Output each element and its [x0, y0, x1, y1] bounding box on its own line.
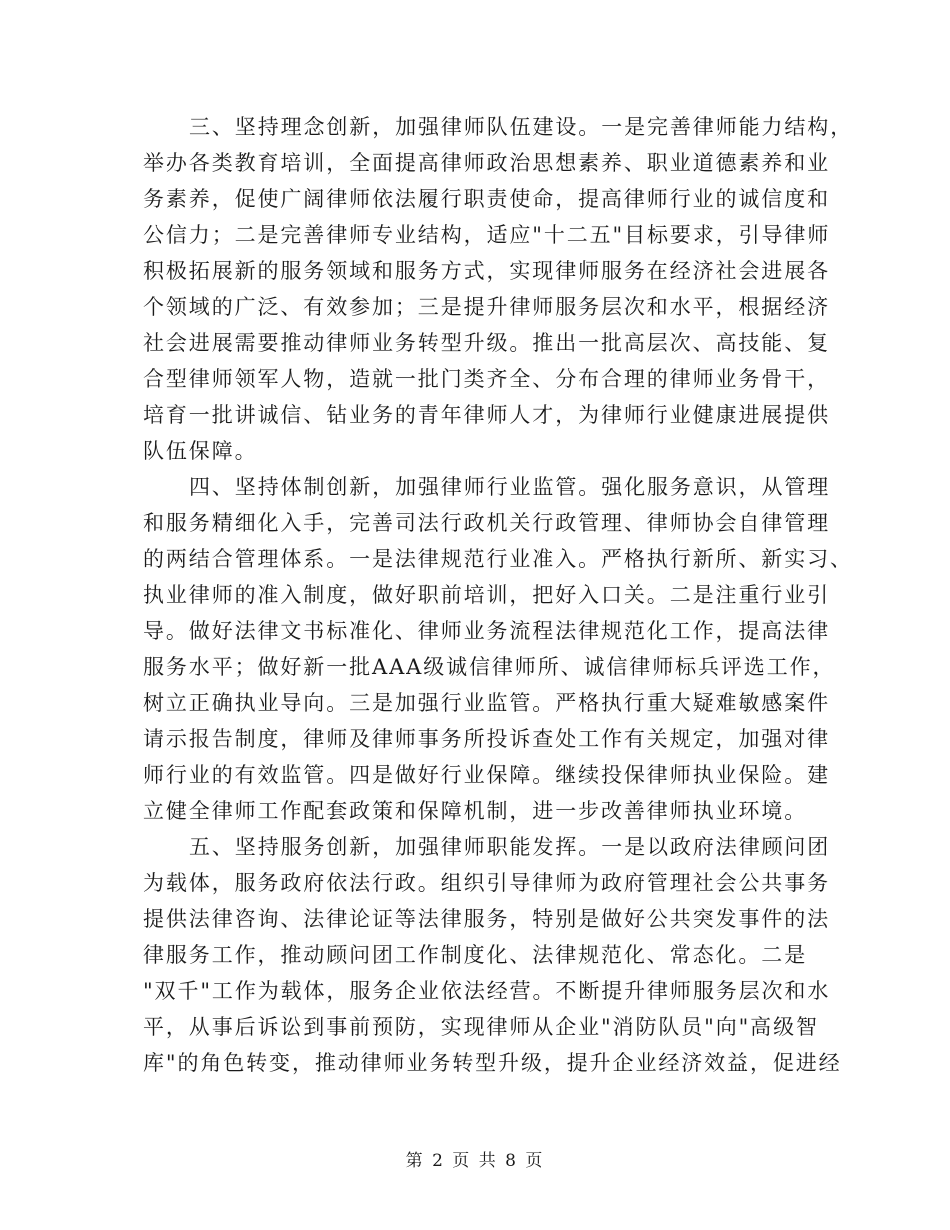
text-line: 平，从事后诉讼到事前预防，实现律师从企业"消防队员"向"高级智 — [143, 1015, 819, 1039]
text-line: 为载体，服务政府依法行政。组织引导律师为政府管理社会公共事务 — [143, 871, 830, 895]
text-line: 队伍保障。 — [143, 439, 258, 463]
text-line: 库"的角色转变，推动律师业务转型升级，提升企业经济效益，促进经 — [143, 1051, 842, 1075]
text-line: 培育一批讲诚信、钻业务的青年律师人才，为律师行业健康进展提供 — [143, 403, 830, 427]
text-line: 个领域的广泛、有效参加；三是提升律师服务层次和水平，根据经济 — [143, 295, 830, 319]
text-line: "双千"工作为载体，服务企业依法经营。不断提升律师服务层次和水 — [143, 979, 831, 1003]
text-line: 五、坚持服务创新，加强律师职能发挥。一是以政府法律顾问团 — [189, 835, 831, 859]
text-line: 四、坚持体制创新，加强律师行业监管。强化服务意识，从管理 — [189, 475, 831, 499]
text-line: 合型律师领军人物，造就一批门类齐全、分布合理的律师业务骨干， — [143, 367, 830, 391]
text-line: 社会进展需要推动律师业务转型升级。推出一批高层次、高技能、复 — [143, 331, 830, 355]
text-line: 务素养，促使广阔律师依法履行职责使命，提高律师行业的诚信度和 — [143, 187, 830, 211]
text-line: 立健全律师工作配套政策和保障机制，进一步改善律师执业环境。 — [143, 799, 808, 823]
text-line: 请示报告制度，律师及律师事务所投诉查处工作有关规定，加强对律 — [143, 727, 830, 751]
text-line: 公信力；二是完善律师专业结构，适应"十二五"目标要求，引导律师 — [143, 223, 831, 247]
text-line: 提供法律咨询、法律论证等法律服务，特别是做好公共突发事件的法 — [143, 907, 830, 931]
text-line: 的两结合管理体系。一是法律规范行业准入。严格执行新所、新实习、 — [143, 547, 853, 571]
text-line: 律服务工作，推动顾问团工作制度化、法律规范化、常态化。二是 — [143, 943, 808, 967]
text-line: 树立正确执业导向。三是加强行业监管。严格执行重大疑难敏感案件 — [143, 691, 830, 715]
text-line: 积极拓展新的服务领域和服务方式，实现律师服务在经济社会进展各 — [143, 259, 830, 283]
text-line: 导。做好法律文书标准化、律师业务流程法律规范化工作，提高法律 — [143, 619, 830, 643]
page-number-footer: 第 2 页 共 8 页 — [405, 1151, 545, 1171]
text-line: 执业律师的准入制度，做好职前培训，把好入口关。二是注重行业引 — [143, 583, 830, 607]
text-line: 服务水平；做好新一批AAA级诚信律师所、诚信律师标兵评选工作， — [143, 655, 836, 679]
text-line: 和服务精细化入手，完善司法行政机关行政管理、律师协会自律管理 — [143, 511, 830, 535]
text-line: 举办各类教育培训，全面提高律师政治思想素养、职业道德素养和业 — [143, 151, 830, 175]
text-line: 三、坚持理念创新，加强律师队伍建设。一是完善律师能力结构， — [189, 115, 854, 139]
text-line: 师行业的有效监管。四是做好行业保障。继续投保律师执业保险。建 — [143, 763, 830, 787]
